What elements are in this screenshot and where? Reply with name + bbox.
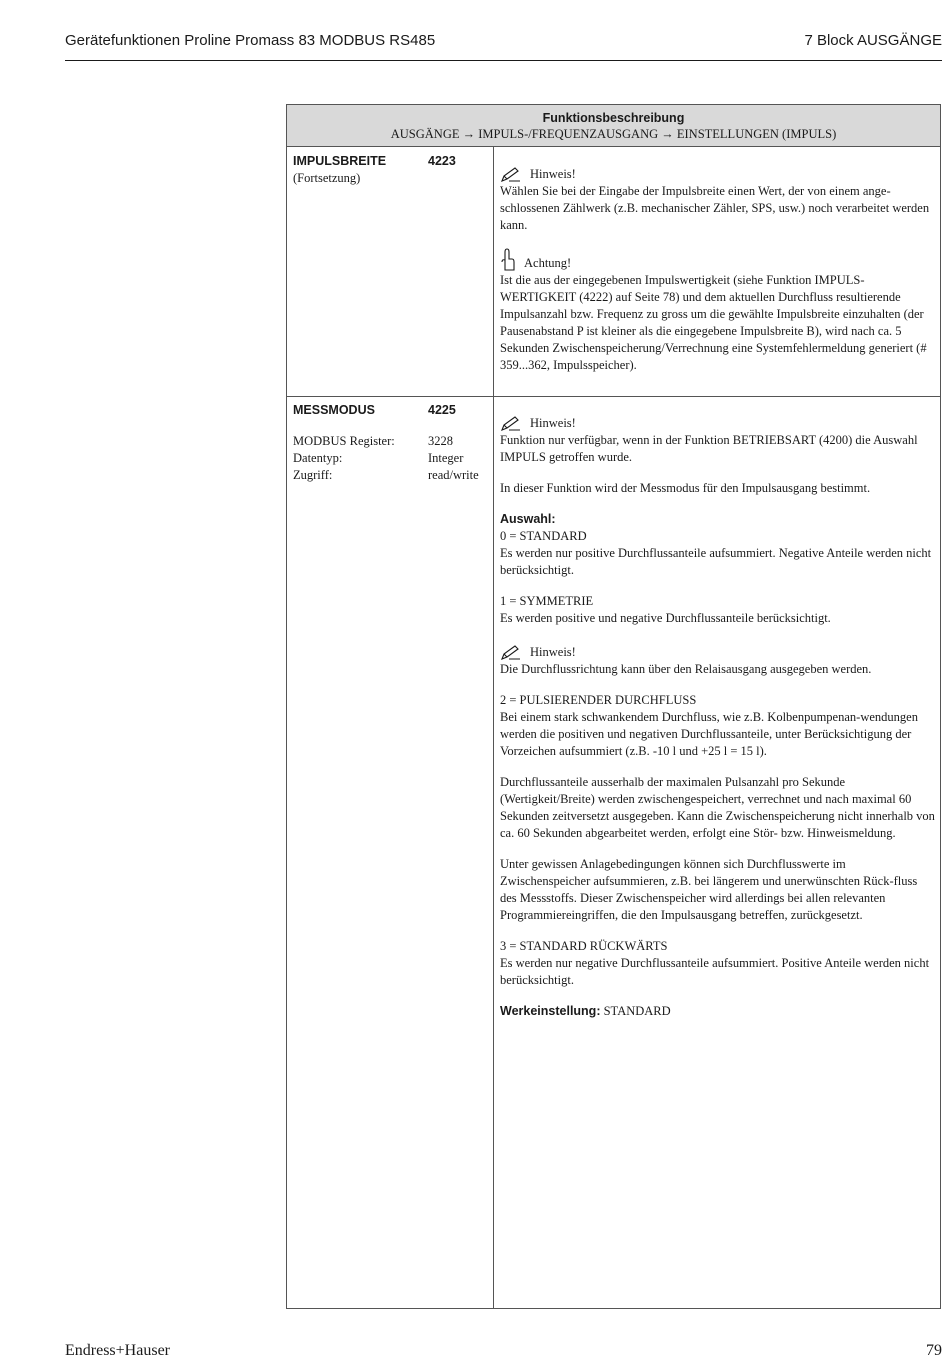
datatype-row xyxy=(293,450,489,467)
footer-brand: Endress+Hauser xyxy=(65,1342,170,1359)
hinweis-text: Funktion nur verfügbar, wenn in der Funktion BETRIEBSART (4200) die Auswahl IMPULS getroffen wurde. xyxy=(500,433,918,464)
row-divider xyxy=(287,396,940,397)
function-number-4223: 4223 xyxy=(428,154,456,168)
hinweis-text: Wählen Sie bei der Eingabe der Impulsbreite einen Wert, der von einem ange-schlossenen Zählwerk (z.B. mechanischer Zähler, SPS, usw.) noch verarbeitet werden kann. xyxy=(500,184,930,232)
modbus-register-row xyxy=(293,433,489,450)
factory-setting-value: STANDARD xyxy=(603,1004,671,1018)
pencil-note-icon xyxy=(500,167,522,183)
option-2-text: Bei einem stark schwankendem Durchfluss, wie z.B. Kolbenpumpenan-wendungen werden die positiven und negativen Durchflussanteile, unter Berücksichtigung der Vorzeichen aufsummiert (z.B. -10 l und +25 l = 15 l). xyxy=(500,710,918,758)
row2-left xyxy=(293,402,489,484)
hinweis-label: Hinweis! xyxy=(530,645,576,659)
option-1-title: 1 = SYMMETRIE xyxy=(500,594,594,608)
hinweis-heading xyxy=(500,163,936,183)
table-path: AUSGÄNGE → IMPULS-/FREQUENZAUSGANG → EINSTELLUNGEN (IMPULS) xyxy=(390,127,837,141)
row2-right xyxy=(500,412,936,1020)
option-2-title: 2 = PULSIERENDER DURCHFLUSS xyxy=(500,693,697,707)
access-value: read/write xyxy=(428,468,479,482)
achtung-heading xyxy=(500,248,936,272)
page-header xyxy=(65,32,942,54)
option-0-text: Es werden nur positive Durchflussanteile aufsummiert. Negative Anteile werden nicht berücksichtigt. xyxy=(500,546,932,577)
achtung-text: Ist die aus der eingegebenen Impulswertigkeit (siehe Funktion IMPULS-WERTIGKEIT (4222) auf Seite 78) und dem aktuellen Durchfluss resultierende Impulsanzahl bzw. Frequenz zu gross um die gewählte Impulsbreite einzuhalten (der Pausenabstand P ist kleiner als die eingegebene Impulsbreite B), wird nach ca. 5 Sekunden Zwischenspeicherung/Verrechnung eine Systemfehlermeldung generiert (# 359...362, Impulsspeicher). xyxy=(500,273,927,372)
pencil-note-icon xyxy=(500,645,522,661)
achtung-label: Achtung! xyxy=(524,256,572,270)
pencil-note-icon xyxy=(500,416,522,432)
hinweis-text: Die Durchflussrichtung kann über den Relaisausgang ausgegeben werden. xyxy=(500,662,872,676)
row1-left xyxy=(293,153,489,187)
hand-warning-icon xyxy=(500,248,516,272)
intro-text: In dieser Funktion wird der Messmodus für den Impulsausgang bestimmt. xyxy=(500,481,871,495)
header-rule xyxy=(65,60,942,61)
access-label: Zugriff: xyxy=(293,468,333,482)
column-divider xyxy=(493,147,494,1308)
factory-setting-label: Werkeinstellung: xyxy=(500,1004,601,1018)
function-table xyxy=(286,104,941,1309)
auswahl-label: Auswahl: xyxy=(500,512,556,526)
page-footer xyxy=(65,1342,942,1360)
continuation-label: (Fortsetzung) xyxy=(293,171,361,185)
datatype-label: Datentyp: xyxy=(293,451,343,465)
page-number: 79 xyxy=(926,1342,942,1359)
header-title: Gerätefunktionen Proline Promass 83 MODBUS RS485 xyxy=(65,32,436,49)
hinweis-heading xyxy=(500,641,936,661)
factory-setting xyxy=(500,1003,936,1020)
option-2-text-2: Durchflussanteile ausserhalb der maximalen Pulsanzahl pro Sekunde (Wertigkeit/Breite) werden zwischengespeichert, verrechnet und nach maximal 60 Sekunden zeitversetzt ausgegeben. Kann die Zwischenspeicherung nicht innerhalb von ca. 60 Sekunden abgearbeitet werden, erfolgt eine Stör- bzw. Hinweismeldung. xyxy=(500,775,935,840)
table-header xyxy=(287,105,940,147)
function-name-impulsbreite: IMPULSBREITE xyxy=(293,154,387,168)
modbus-register-value: 3228 xyxy=(428,434,453,448)
hinweis-label: Hinweis! xyxy=(530,416,576,430)
function-number-4225: 4225 xyxy=(428,403,456,417)
access-row xyxy=(293,467,489,484)
option-2-text-3: Unter gewissen Anlagebedingungen können sich Durchflusswerte im Zwischenspeicher aufsummieren, z.B. bei längerem und unerwünschten Rück-fluss des Messstoffs. Dieser Zwischenspeicher wird allerdings bei allen relevanten Programmiereingriffen, die den Impulsausgang betreffen, zurückgesetzt. xyxy=(500,857,918,922)
hinweis-label: Hinweis! xyxy=(530,167,576,181)
modbus-register-label: MODBUS Register: xyxy=(293,434,395,448)
datatype-value: Integer xyxy=(428,451,464,465)
option-3-title: 3 = STANDARD RÜCKWÄRTS xyxy=(500,939,668,953)
option-0-title: 0 = STANDARD xyxy=(500,529,587,543)
option-3-text: Es werden nur negative Durchflussanteile aufsummiert. Positive Anteile werden nicht berücksichtigt. xyxy=(500,956,930,987)
header-section: 7 Block AUSGÄNGE xyxy=(804,32,942,49)
function-name-messmodus: MESSMODUS xyxy=(293,403,375,417)
option-1-text: Es werden positive und negative Durchflussanteile berücksichtigt. xyxy=(500,611,831,625)
row1-right xyxy=(500,163,936,388)
hinweis-heading xyxy=(500,412,936,432)
table-title: Funktionsbeschreibung xyxy=(542,111,685,125)
